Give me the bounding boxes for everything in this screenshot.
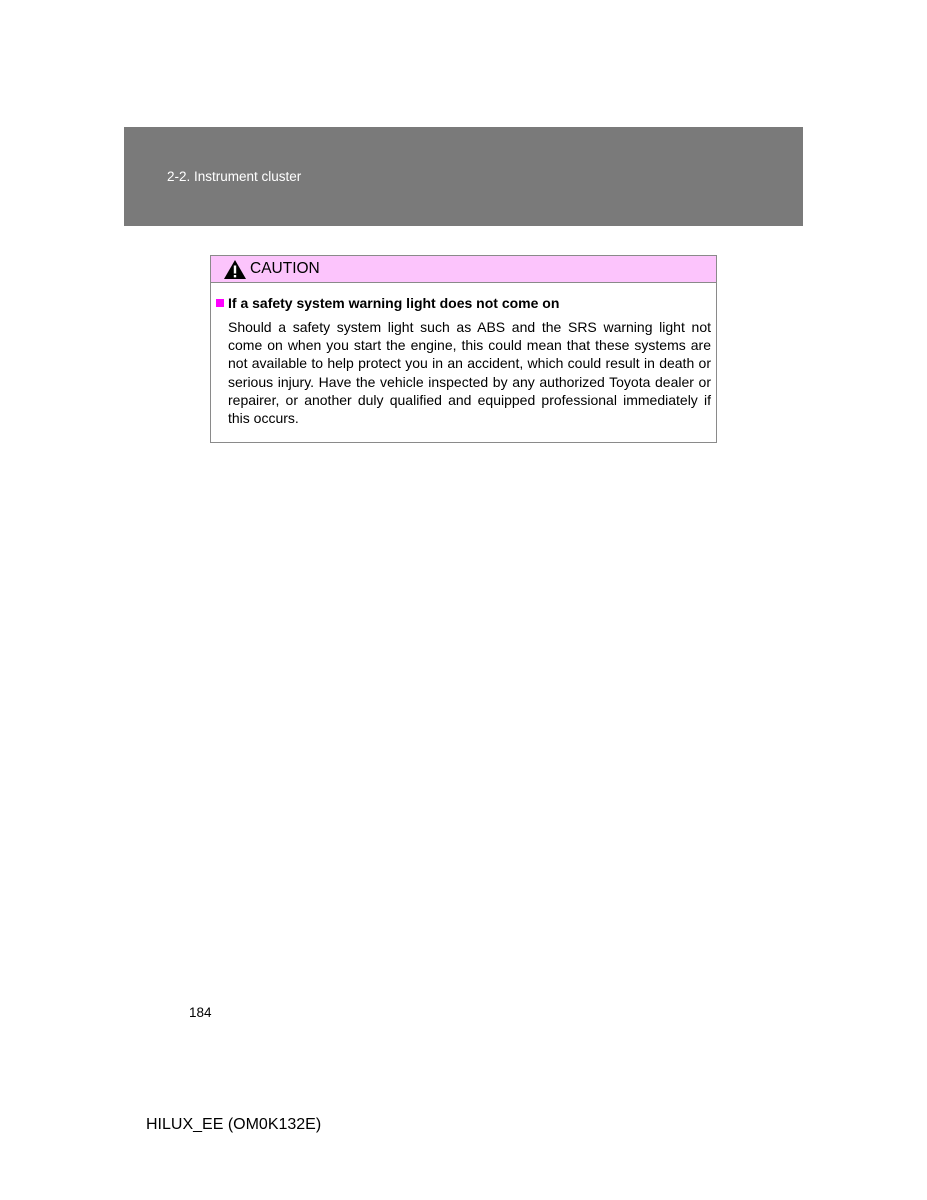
warning-triangle-icon xyxy=(223,259,247,280)
section-header-band xyxy=(124,127,803,226)
caution-item-heading-text: If a safety system warning light does not come on xyxy=(228,295,560,311)
document-code: HILUX_EE (OM0K132E) xyxy=(146,1116,322,1133)
caution-item-heading xyxy=(216,295,559,312)
caution-item-body: Should a safety system light such as ABS and the SRS warning light not come on when you start the engine, this could mean that these systems are not available to help protect you in an accident, which could result in death or serious injury. Have the vehicle inspected by any authorized Toyota dealer or repairer, or another duly qualified and equipped professional immediately if this occurs. xyxy=(228,319,711,427)
caution-box xyxy=(210,255,717,443)
bullet-square-icon xyxy=(216,299,224,307)
caution-header xyxy=(211,256,716,283)
caution-title: CAUTION xyxy=(250,260,320,277)
section-label: 2-2. Instrument cluster xyxy=(167,169,302,184)
page-number: 184 xyxy=(189,1005,212,1020)
